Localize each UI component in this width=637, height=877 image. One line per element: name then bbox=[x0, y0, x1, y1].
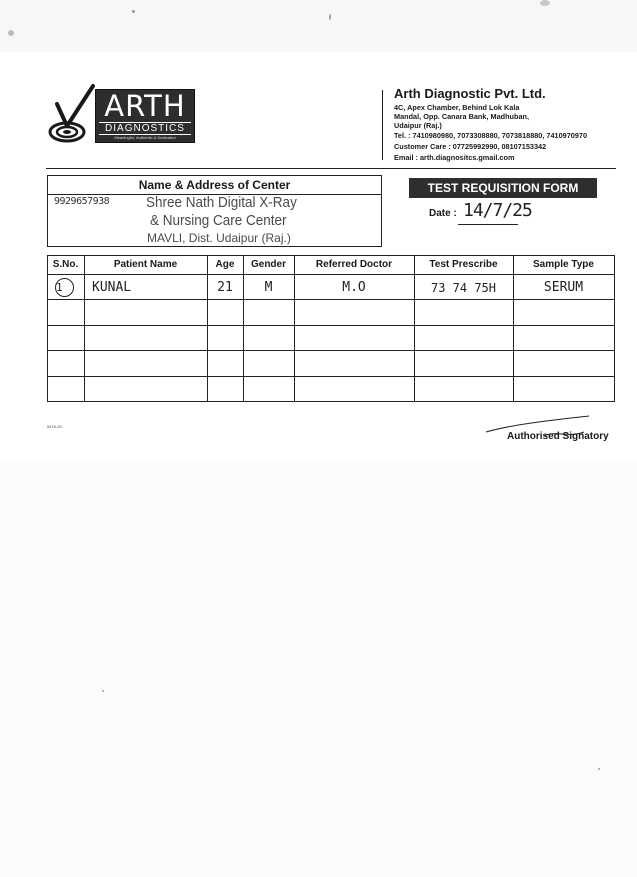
logo-name: ARTH bbox=[104, 89, 186, 123]
table-rule bbox=[47, 274, 615, 275]
cell-sample-type: SERUM bbox=[543, 280, 584, 295]
cell-test-prescribe: 73 74 75H bbox=[430, 281, 497, 295]
column-header-patient-name: Patient Name bbox=[113, 259, 178, 270]
scan-speck bbox=[8, 30, 14, 36]
date-label: Date : bbox=[429, 208, 457, 219]
table-rule bbox=[47, 325, 615, 326]
column-header-test-prescribe: Test Prescribe bbox=[429, 259, 498, 270]
authorised-signatory-label: Authorised Signatory bbox=[507, 431, 609, 442]
logo-tagline: Meaningful, Authentic & Dedicated bbox=[114, 135, 176, 140]
cell-age: 21 bbox=[217, 280, 233, 295]
center-heading: Name & Address of Center bbox=[48, 176, 381, 195]
column-header-referred-doctor: Referred Doctor bbox=[315, 259, 393, 270]
logo-subname: DIAGNOSTICS bbox=[99, 122, 191, 135]
company-address-line: 4C, Apex Chamber, Behind Lok Kala bbox=[394, 103, 520, 112]
date-value-handwritten: 14/7/25 bbox=[463, 200, 532, 221]
scan-bottom-area bbox=[0, 460, 637, 877]
cell-patient-name: KUNAL bbox=[92, 280, 132, 295]
form-code: 5476-20 bbox=[47, 424, 62, 429]
company-address-line: Udaipur (Raj.) bbox=[394, 121, 442, 130]
column-header-gender: Gender bbox=[250, 259, 286, 270]
company-telephone: Tel. : 7410980980, 7073308880, 7073818880, 7410970970 bbox=[394, 131, 588, 140]
logo-wordmark-box bbox=[95, 89, 195, 143]
table-rule bbox=[47, 401, 615, 402]
table-rule bbox=[47, 299, 615, 300]
company-email: Email : arth.diagnositcs.gmail.com bbox=[394, 153, 515, 162]
cell-gender: M bbox=[264, 280, 273, 295]
company-address-line: Mandal, Opp. Canara Bank, Madhuban, bbox=[394, 112, 530, 121]
patient-table bbox=[47, 255, 615, 402]
cell-referred-doctor: M.O bbox=[342, 280, 366, 295]
center-stamp-line: Shree Nath Digital X-Ray bbox=[146, 194, 297, 211]
form-title: TEST REQUISITION FORM bbox=[409, 178, 597, 198]
scan-speck bbox=[102, 690, 104, 692]
target-check-icon bbox=[45, 82, 95, 146]
scan-top-margin bbox=[0, 0, 637, 52]
table-rule bbox=[47, 376, 615, 377]
table-rule bbox=[614, 255, 615, 402]
scan-speck bbox=[540, 0, 550, 6]
header-rule bbox=[46, 168, 616, 169]
arth-logo bbox=[45, 82, 195, 146]
cell-sno-value: 1 bbox=[55, 278, 74, 297]
center-address-box bbox=[47, 175, 382, 247]
column-header-age: Age bbox=[215, 259, 235, 270]
center-stamp-line: & Nursing Care Center bbox=[150, 212, 287, 229]
company-customer-care: Customer Care : 07725992990, 08107153342 bbox=[394, 142, 547, 151]
table-rule bbox=[47, 350, 615, 351]
center-phone-handwritten: 9929657938 bbox=[54, 196, 110, 207]
cell-sno bbox=[55, 277, 85, 299]
date-underline bbox=[458, 224, 518, 225]
table-rule bbox=[47, 255, 48, 402]
scan-speck bbox=[132, 10, 135, 13]
column-header-sample-type: Sample Type bbox=[533, 259, 594, 270]
header-divider bbox=[382, 90, 383, 160]
column-header-sno: S.No. bbox=[52, 259, 79, 270]
center-stamp-line: MAVLI, Dist. Udaipur (Raj.) bbox=[147, 231, 291, 245]
scan-speck bbox=[329, 14, 331, 20]
scan-speck bbox=[598, 768, 600, 770]
company-name: Arth Diagnostic Pvt. Ltd. bbox=[394, 86, 546, 101]
